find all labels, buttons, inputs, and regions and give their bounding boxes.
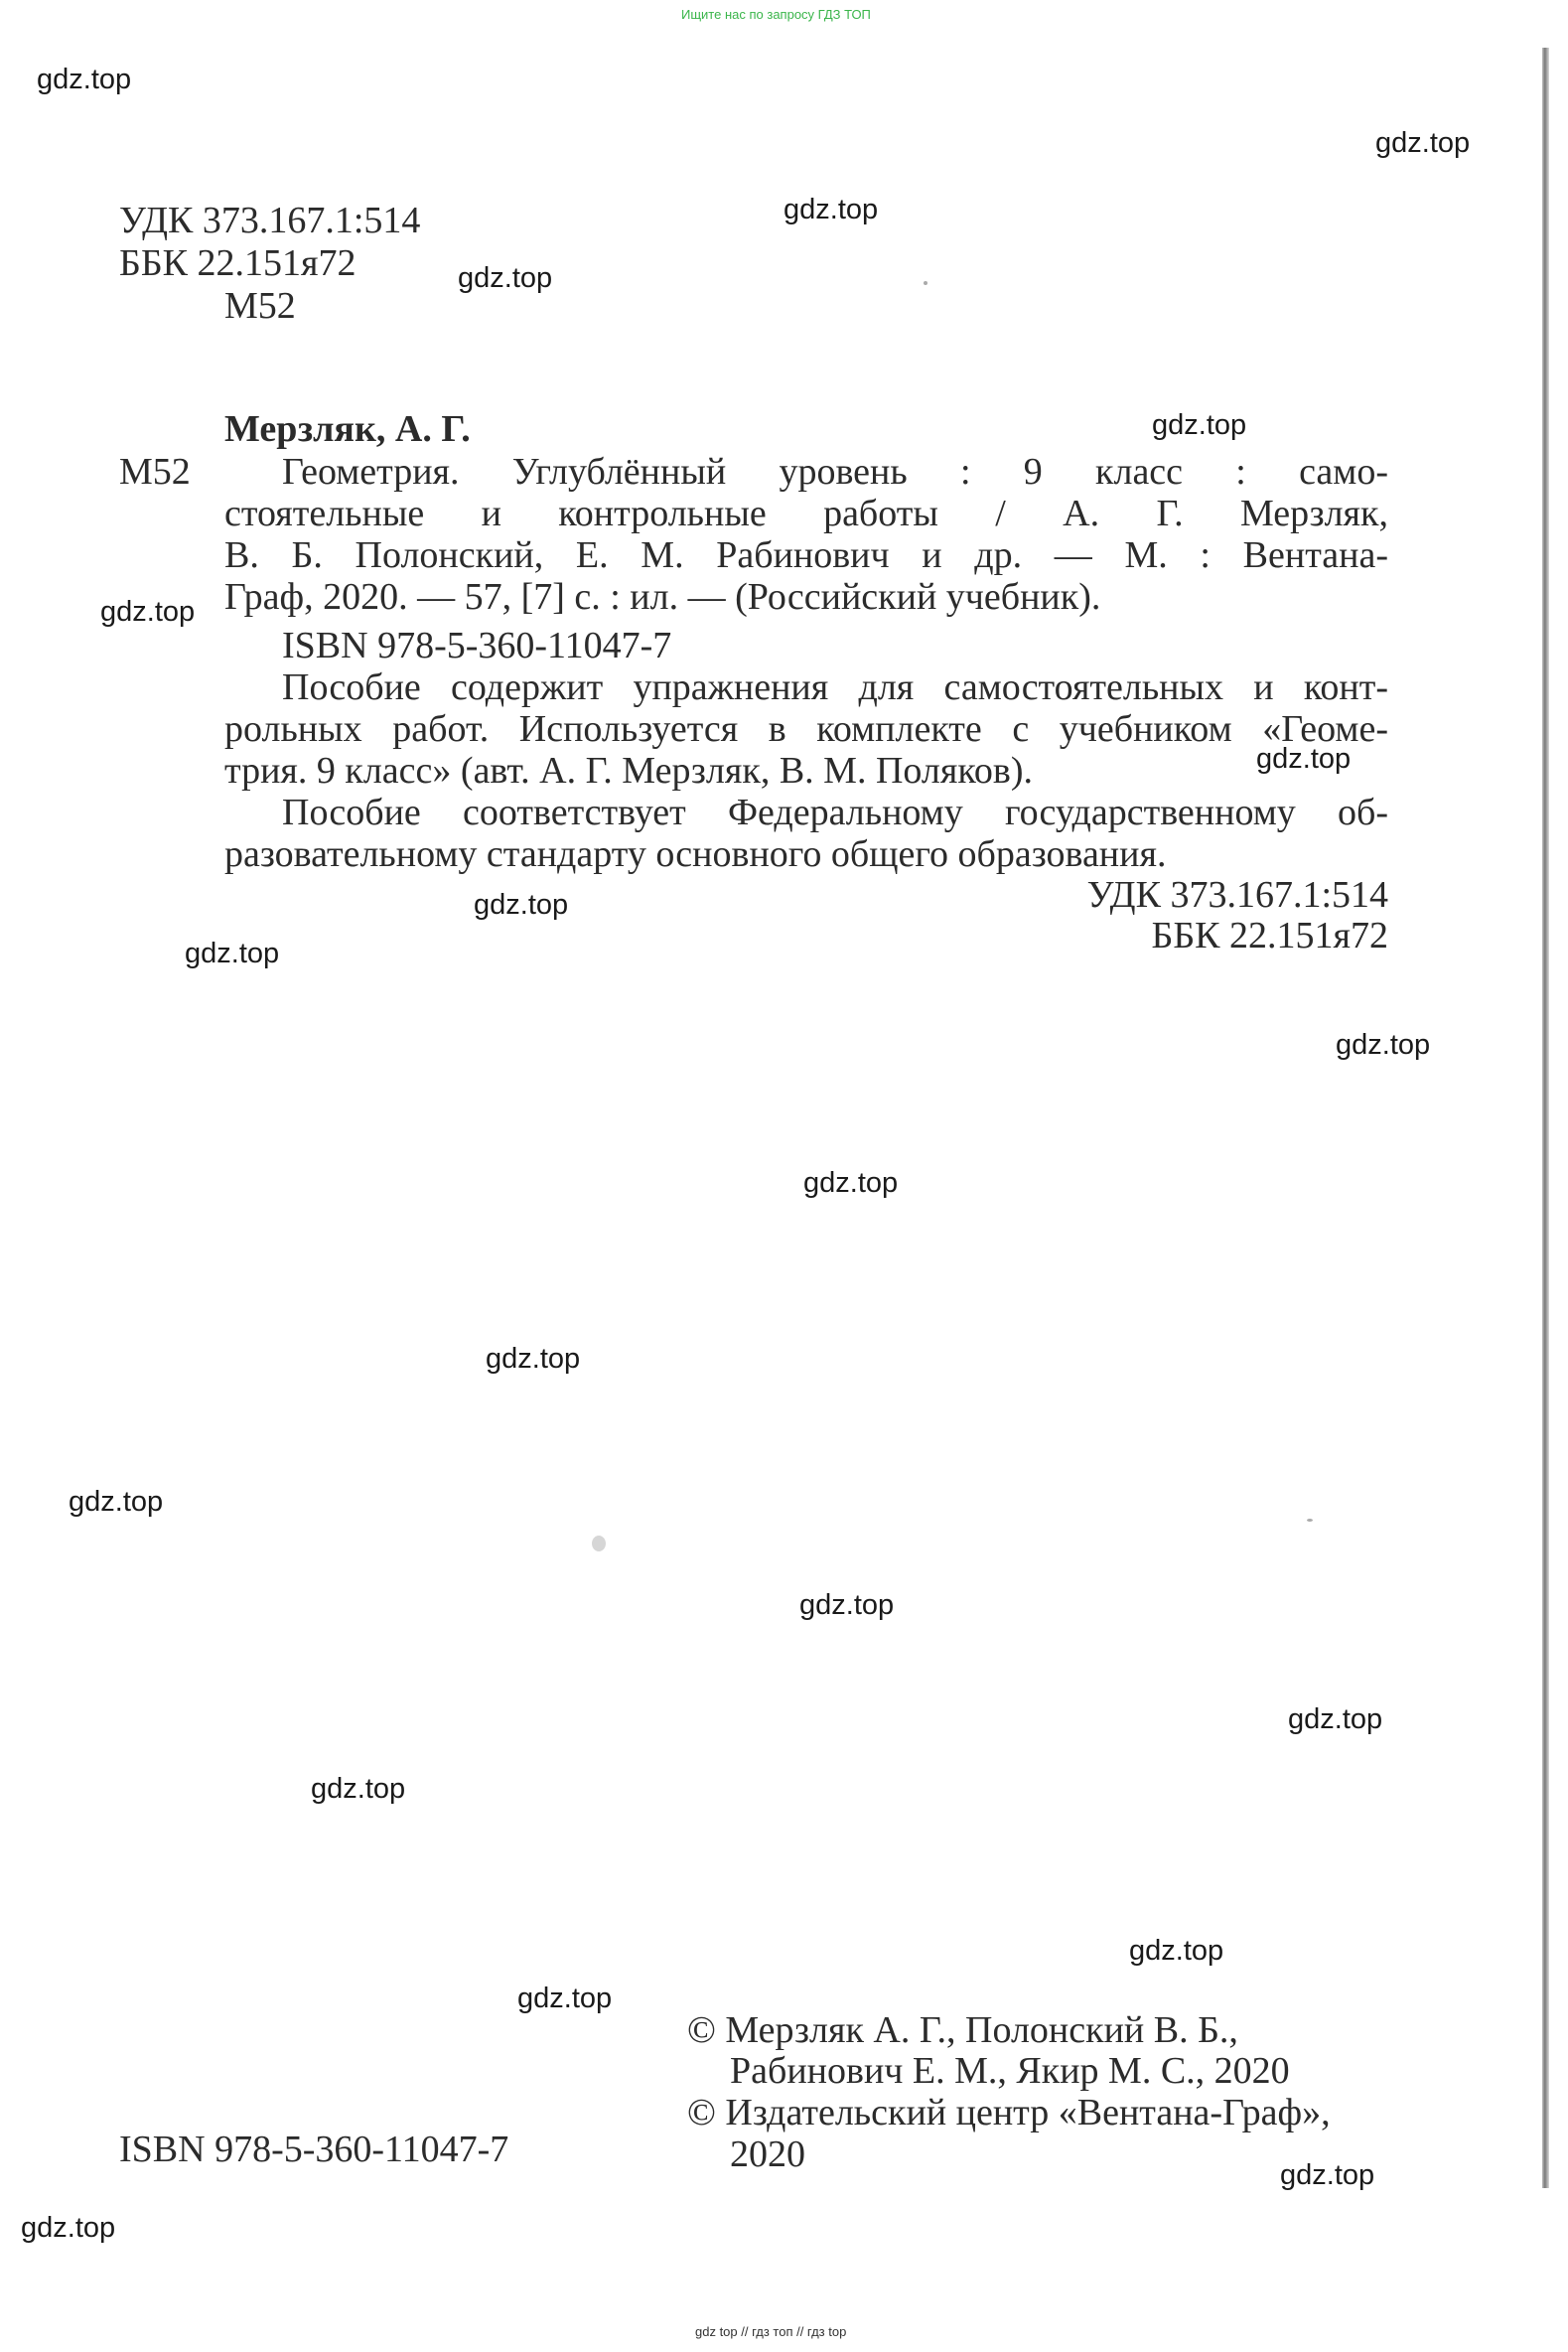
annotation-line: Пособие содержит упражнения для самостоятельных и конт- bbox=[282, 666, 1388, 708]
scan-speck bbox=[1307, 1519, 1313, 1522]
annotation-line: Пособие соответствует Федеральному государственному об- bbox=[282, 792, 1388, 833]
copyright-line: Рабинович Е. М., Якир М. С., 2020 bbox=[730, 2050, 1290, 2092]
copyright-line: © Мерзляк А. Г., Полонский В. Б., bbox=[687, 2009, 1238, 2051]
watermark: gdz.top bbox=[1152, 409, 1247, 441]
watermark: gdz.top bbox=[100, 596, 196, 628]
scan-edge bbox=[1542, 48, 1549, 2188]
watermark: gdz.top bbox=[37, 64, 132, 95]
udk-code: УДК 373.167.1:514 bbox=[119, 200, 421, 241]
author-mark: М52 bbox=[224, 285, 296, 327]
annotation-line: трия. 9 класс» (авт. А. Г. Мерзляк, В. М. Поляков). bbox=[224, 750, 1033, 792]
bbk-right: ББК 22.151я72 bbox=[1151, 915, 1388, 956]
watermark: gdz.top bbox=[1280, 2159, 1375, 2191]
bottom-isbn: ISBN 978-5-360-11047-7 bbox=[119, 2129, 509, 2170]
entry-line: В. Б. Полонский, Е. М. Рабинович и др. — М. : Вентана- bbox=[224, 534, 1388, 576]
watermark: gdz.top bbox=[311, 1773, 406, 1805]
watermark: gdz.top bbox=[1336, 1029, 1431, 1061]
entry-author: Мерзляк, А. Г. bbox=[224, 408, 471, 450]
footer-link[interactable]: gdz top // гдз топ // гдз top bbox=[695, 2324, 847, 2339]
watermark: gdz.top bbox=[486, 1343, 581, 1375]
watermark: gdz.top bbox=[21, 2212, 116, 2244]
entry-isbn: ISBN 978-5-360-11047-7 bbox=[282, 625, 672, 666]
copyright-line: 2020 bbox=[730, 2133, 805, 2175]
watermark: gdz.top bbox=[185, 938, 280, 969]
watermark: gdz.top bbox=[69, 1486, 164, 1518]
entry-line: стоятельные и контрольные работы / А. Г. Мерзляк, bbox=[224, 493, 1388, 534]
copyright-line: © Издательский центр «Вентана-Граф», bbox=[687, 2092, 1331, 2133]
udk-right: УДК 373.167.1:514 bbox=[1086, 874, 1388, 916]
top-search-link[interactable]: Ищите нас по запросу ГДЗ ТОП bbox=[681, 7, 871, 22]
watermark: gdz.top bbox=[1288, 1703, 1383, 1735]
watermark: gdz.top bbox=[1256, 743, 1352, 775]
entry-line: Граф, 2020. — 57, [7] с. : ил. — (Российский учебник). bbox=[224, 576, 1101, 618]
scan-speck bbox=[924, 281, 927, 285]
watermark: gdz.top bbox=[803, 1167, 899, 1199]
annotation-line: рольных работ. Используется в комплекте с учебником «Геоме- bbox=[224, 708, 1388, 750]
watermark: gdz.top bbox=[799, 1589, 895, 1621]
watermark: gdz.top bbox=[474, 889, 569, 921]
watermark: gdz.top bbox=[517, 1983, 613, 2014]
scan-speck bbox=[592, 1536, 606, 1551]
watermark: gdz.top bbox=[1129, 1935, 1224, 1967]
annotation-line: разовательному стандарту основного общего образования. bbox=[224, 833, 1167, 875]
watermark: gdz.top bbox=[458, 262, 553, 294]
bbk-code: ББК 22.151я72 bbox=[119, 242, 356, 284]
watermark: gdz.top bbox=[1375, 127, 1471, 159]
entry-line: Геометрия. Углублённый уровень : 9 класс : само- bbox=[282, 451, 1388, 493]
watermark: gdz.top bbox=[784, 194, 879, 225]
entry-shelf-code: М52 bbox=[119, 451, 191, 493]
